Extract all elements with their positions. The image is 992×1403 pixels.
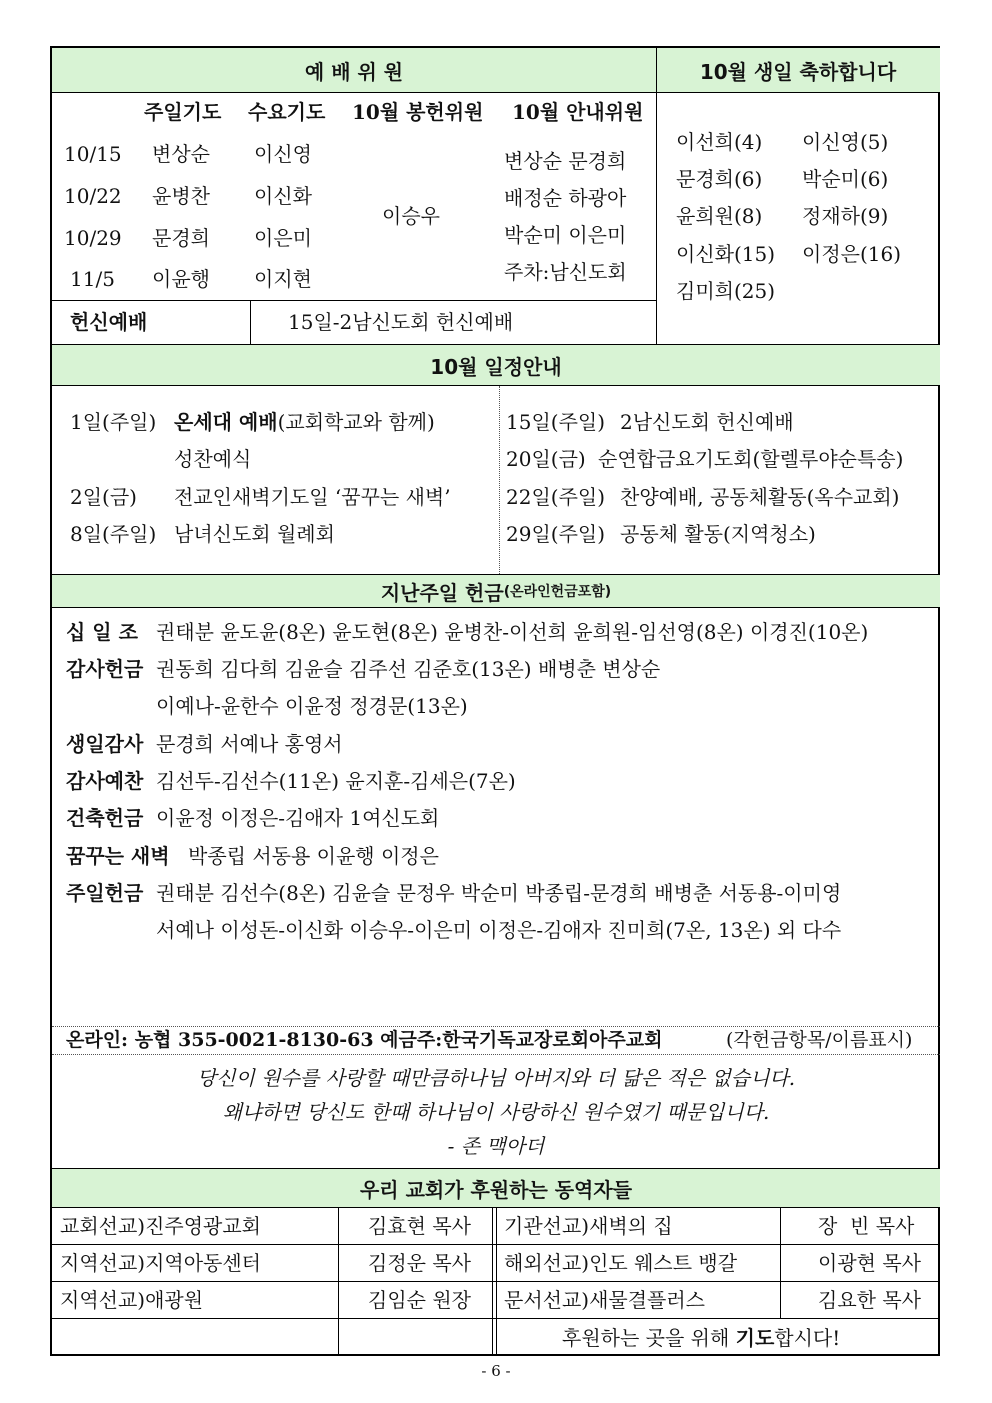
offering-names: 권태분 김선수(8온) 김윤슬 문정우 박순미 박종립-문경희 배병춘 서동용-이미영 (156, 881, 842, 905)
row-date: 10/29 (64, 226, 122, 250)
birthday-name: 정재하(9) (802, 204, 889, 228)
row-date: 11/5 (70, 267, 115, 291)
birthday-name: 이신화(15) (676, 242, 776, 266)
row-wed: 이신화 (254, 184, 312, 208)
birthday-header (656, 48, 940, 92)
schedule-header (52, 345, 940, 385)
offering-header (52, 575, 940, 607)
row-prayer: 문경희 (152, 226, 210, 250)
support-org: 문서선교)새물결플러스 (504, 1288, 706, 1312)
divider (338, 1207, 339, 1356)
dedication-value: 15일-2남신도회 헌신예배 (288, 310, 514, 334)
offering-names: 이윤정 이정은-김애자 1여신도회 (156, 806, 440, 830)
birthday-name: 이선희(4) (676, 130, 763, 154)
schedule-event-text: (교회학교와 함께) (277, 410, 435, 434)
online-account-note: (각헌금항목/이름표시) (726, 1029, 913, 1051)
schedule-event: 공동체 활동(지역청소) (620, 522, 816, 546)
row-prayer: 변상순 (152, 142, 210, 166)
col-usher-committee: 10월 안내위원 (512, 100, 644, 124)
col-wednesday-prayer: 수요기도 (248, 100, 326, 124)
row-prayer: 윤병찬 (152, 184, 210, 208)
schedule-date: 8일(주일) (70, 522, 157, 546)
online-account: 온라인: 농협 355-0021-8130-63 예금주:한국기독교장로회아주교회 (66, 1029, 663, 1051)
schedule-event: 남녀신도회 월례회 (174, 522, 335, 546)
row-wed: 이신영 (254, 142, 312, 166)
support-org: 해외선교)인도 웨스트 뱅갈 (504, 1251, 738, 1275)
birthday-name: 이정은(16) (802, 242, 902, 266)
divider (52, 385, 940, 386)
page-number: - 6 - (481, 1362, 511, 1380)
schedule-date: 20일(금) (506, 447, 586, 471)
support-pastor: 김정운 목사 (368, 1251, 471, 1275)
usher-line: 배정순 하광아 (504, 186, 627, 210)
worship-committee-header (52, 48, 656, 92)
dedication-label: 헌신예배 (70, 310, 148, 334)
row-date: 10/22 (64, 184, 122, 208)
col-sunday-prayer: 주일기도 (144, 100, 222, 124)
row-wed: 이지현 (254, 267, 312, 291)
divider (52, 92, 940, 93)
schedule-date: 1일(주일) (70, 410, 157, 434)
schedule-event: 순연합금요기도회(할렐루야순특송) (598, 447, 904, 471)
divider (496, 1207, 497, 1356)
divider (52, 1054, 940, 1055)
schedule-event-bold: 온세대 예배 (174, 410, 278, 434)
offering-names: 권태분 윤도윤(8온) 윤도현(8온) 윤병찬-이선희 윤희원-임선영(8온) 이경진(10온) (156, 620, 869, 644)
divider (52, 300, 656, 301)
schedule-date: 15일(주일) (506, 410, 606, 434)
support-org: 기관선교)새벽의 집 (504, 1214, 673, 1238)
schedule-header-text: 10월 일정안내 (430, 354, 562, 379)
divider (52, 607, 940, 608)
worship-header-text: 예 배 위 원 (304, 59, 404, 84)
offering-names: 이예나-윤한수 이윤정 정경문(13온) (156, 694, 468, 718)
offering-names: 박종립 서동용 이윤행 이정은 (188, 844, 439, 868)
support-pastor: 장 빈 목사 (818, 1214, 915, 1238)
support-header (52, 1169, 940, 1207)
support-pastor: 이광현 목사 (818, 1251, 921, 1275)
schedule-event: 찬양예배, 공동체활동(옥수교회) (620, 485, 900, 509)
support-pastor: 김임순 원장 (368, 1288, 471, 1312)
divider (52, 1026, 940, 1027)
offering-label: 감사예찬 (66, 769, 144, 793)
offering-label: 십 일 조 (66, 620, 138, 644)
usher-line: 변상순 문경희 (504, 149, 627, 173)
schedule-event: 2남신도회 헌신예배 (620, 410, 794, 434)
support-footer-pre: 후원하는 곳을 위해 (562, 1326, 736, 1350)
offering-names: 권동희 김다희 김윤슬 김주선 김준호(13온) 배병춘 변상순 (156, 657, 661, 681)
support-org: 지역선교)애광원 (60, 1288, 204, 1312)
usher-line: 박순미 이은미 (504, 223, 627, 247)
offering-names: 김선두-김선수(11온) 윤지훈-김세은(7온) (156, 769, 516, 793)
birthday-header-text: 10월 생일 축하합니다 (699, 59, 897, 84)
offering-label: 생일감사 (66, 732, 144, 756)
birthday-name: 윤희원(8) (676, 204, 763, 228)
offering-header-text: 지난주일 헌금 (380, 580, 504, 605)
bulletin-page (50, 46, 940, 1356)
row-prayer: 이윤행 (152, 267, 210, 291)
support-footer-bold: 기도 (735, 1326, 775, 1350)
offering-person: 이승우 (382, 204, 440, 228)
support-pastor: 김효현 목사 (368, 1214, 471, 1238)
support-footer (562, 1328, 840, 1348)
divider (250, 300, 251, 344)
birthday-name: 김미희(25) (676, 279, 776, 303)
schedule-event: 전교인새벽기도일 ‘꿈꾸는 새벽’ (174, 485, 451, 509)
offering-header-note: (온라인헌금포함) (503, 584, 612, 600)
quote-line: 당신이 원수를 사랑할 때만큼하나님 아버지와 더 닮은 적은 없습니다. (196, 1066, 796, 1090)
divider (499, 386, 500, 574)
schedule-date: 2일(금) (70, 485, 137, 509)
support-org: 지역선교)지역아동센터 (60, 1251, 262, 1275)
support-pastor: 김요한 목사 (818, 1288, 921, 1312)
support-header-text: 우리 교회가 후원하는 동역자들 (359, 1177, 633, 1202)
birthday-name: 이신영(5) (802, 130, 889, 154)
birthday-name: 박순미(6) (802, 167, 889, 191)
divider (780, 1207, 781, 1318)
support-org: 교회선교)진주영광교회 (60, 1214, 262, 1238)
offering-label: 주일헌금 (66, 881, 144, 905)
quote-author: - 존 맥아더 (447, 1134, 545, 1158)
row-wed: 이은미 (254, 226, 312, 250)
offering-label: 건축헌금 (66, 806, 144, 830)
quote-line: 왜냐하면 당신도 한때 하나님이 사랑하신 원수였기 때문입니다. (222, 1100, 770, 1124)
schedule-date: 22일(주일) (506, 485, 606, 509)
birthday-name: 문경희(6) (676, 167, 763, 191)
offering-label: 꿈꾸는 새벽 (66, 844, 170, 868)
schedule-date: 29일(주일) (506, 522, 606, 546)
offering-names: 문경희 서예나 홍영서 (156, 732, 343, 756)
offering-label: 감사헌금 (66, 657, 144, 681)
row-date: 10/15 (64, 142, 122, 166)
schedule-event: 성찬예식 (174, 447, 252, 471)
divider (656, 48, 657, 344)
schedule-event (174, 412, 435, 432)
support-footer-post: 합시다! (774, 1326, 841, 1350)
usher-line: 주차:남신도회 (504, 260, 627, 284)
divider (492, 1207, 493, 1356)
offering-names: 서예나 이성돈-이신화 이승우-이은미 이정은-김애자 진미희(7온, 13온) 외 다수 (156, 918, 842, 942)
col-offering-committee: 10월 봉헌위원 (352, 100, 484, 124)
